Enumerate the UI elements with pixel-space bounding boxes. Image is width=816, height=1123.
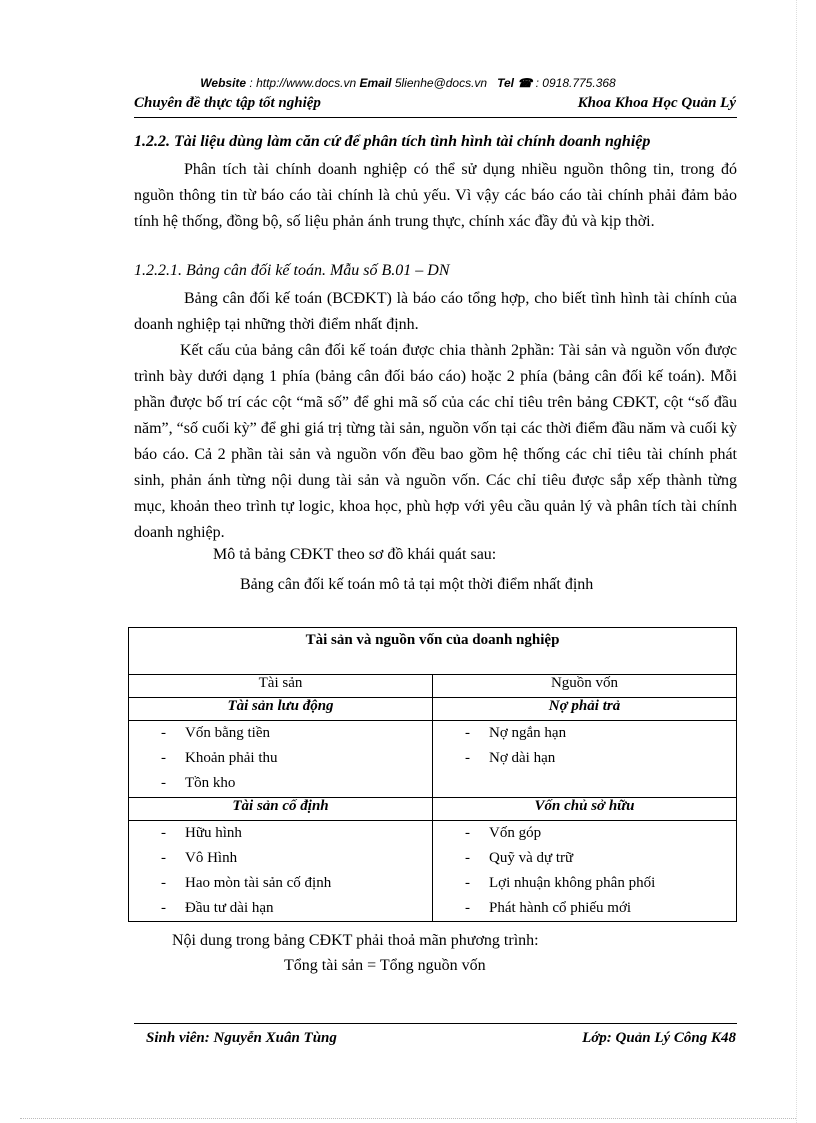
paragraph-2: Bảng cân đối kế toán (BCĐKT) là báo cáo tổng hợp, cho biết tình hình tài chính của doanh nghiệp tại những thời điểm nhất định. bbox=[134, 290, 737, 333]
diagram-caption: Bảng cân đối kế toán mô tả tại một thời điểm nhất định bbox=[240, 576, 594, 593]
group-current-assets: Tài sản lưu động bbox=[129, 698, 433, 721]
equity-cell bbox=[433, 821, 737, 922]
list-item: - Hữu hình bbox=[161, 821, 424, 846]
list-item: - Vô Hình bbox=[161, 846, 424, 871]
list-item: - Phát hành cổ phiếu mới bbox=[465, 896, 728, 921]
email-label: Email bbox=[359, 76, 392, 90]
email-value[interactable]: 5lienhe@docs.vn bbox=[394, 76, 488, 90]
header-left-title: Chuyên đề thực tập tốt nghiệp bbox=[134, 95, 321, 111]
list-item: - Đầu tư dài hạn bbox=[161, 896, 424, 921]
current-assets-list bbox=[161, 721, 424, 796]
balance-sheet-table bbox=[128, 627, 737, 922]
tel-label: Tel ☎ bbox=[497, 76, 533, 90]
footer-class: Lớp: Quản Lý Công K48 bbox=[582, 1030, 736, 1046]
list-item: - Quỹ và dự trữ bbox=[465, 846, 728, 871]
equation: Tổng tài sản = Tổng nguồn vốn bbox=[284, 957, 486, 974]
diagram-intro: Mô tả bảng CĐKT theo sơ đồ khái quát sau: bbox=[213, 546, 497, 563]
page-edge-bottom bbox=[20, 1118, 796, 1119]
column-header-capital: Nguồn vốn bbox=[433, 675, 737, 698]
paragraph-3: Kết cấu của bảng cân đối kế toán được chia thành 2phần: Tài sản và nguồn vốn được trình bày dưới dạng 1 phía (bảng cân đối báo cáo) hoặc 2 phía (bảng cân đối kế toán). Mỗi phần được bố trí các cột “mã số” để ghi mã số của các chỉ tiêu trên bảng CĐKT, cột “số đầu năm”, “số cuối kỳ” để ghi giá trị từng tài sản, nguồn vốn tại các thời điểm đầu năm và cuối kỳ báo cáo. Cả 2 phần tài sản và nguồn vốn đều bao gồm hệ thống các chỉ tiêu tài chính phát sinh, phản ánh từng nội dung tài sản và nguồn vốn. Các chỉ tiêu được sắp xếp thành từng mục, khoản theo trình tự logic, khoa học, phù hợp với yêu cầu quản lý và phân tích tài chính doanh nghiệp. bbox=[134, 342, 737, 541]
list-item: - Nợ dài hạn bbox=[465, 746, 728, 771]
website-url[interactable]: : http://www.docs.vn bbox=[249, 76, 357, 90]
liabilities-list bbox=[465, 721, 728, 771]
column-header-assets: Tài sản bbox=[129, 675, 433, 698]
website-line bbox=[0, 76, 816, 90]
table-title: Tài sản và nguồn vốn của doanh nghiệp bbox=[129, 628, 737, 675]
website-label: Website bbox=[200, 76, 247, 90]
liabilities-cell bbox=[433, 721, 737, 798]
list-item: - Tồn kho bbox=[161, 771, 424, 796]
list-item: - Vốn góp bbox=[465, 821, 728, 846]
current-assets-cell bbox=[129, 721, 433, 798]
group-liabilities: Nợ phải trả bbox=[433, 698, 737, 721]
tel-value: : 0918.775.368 bbox=[535, 76, 616, 90]
header-right-title: Khoa Khoa Học Quản Lý bbox=[577, 95, 736, 111]
header-rule bbox=[134, 117, 737, 118]
fixed-assets-cell bbox=[129, 821, 433, 922]
list-item: - Hao mòn tài sản cố định bbox=[161, 871, 424, 896]
paragraph-1: Phân tích tài chính doanh nghiệp có thể sử dụng nhiều nguồn thông tin, trong đó nguồn thông tin từ báo cáo tài chính là chủ yếu. Vì vậy các báo cáo tài chính phải đảm bảo tính hệ thống, đồng bộ, số liệu phản ánh trung thực, chính xác đầy đủ và kịp thời. bbox=[134, 161, 737, 230]
page-edge-right bbox=[796, 0, 797, 1123]
list-item: - Khoản phải thu bbox=[161, 746, 424, 771]
group-equity: Vốn chủ sở hữu bbox=[433, 798, 737, 821]
group-fixed-assets: Tài sản cố định bbox=[129, 798, 433, 821]
after-table-text: Nội dung trong bảng CĐKT phải thoả mãn phương trình: bbox=[172, 932, 539, 949]
footer-rule bbox=[134, 1023, 737, 1024]
subsection-heading: 1.2.2.1. Bảng cân đối kế toán. Mẫu số B.01 – DN bbox=[134, 262, 450, 279]
list-item: - Nợ ngắn hạn bbox=[465, 721, 728, 746]
footer-student: Sinh viên: Nguyễn Xuân Tùng bbox=[146, 1030, 337, 1046]
list-item: - Vốn bằng tiền bbox=[161, 721, 424, 746]
fixed-assets-list bbox=[161, 821, 424, 921]
list-item: - Lợi nhuận không phân phối bbox=[465, 871, 728, 896]
equity-list bbox=[465, 821, 728, 921]
section-heading: 1.2.2. Tài liệu dùng làm căn cứ để phân tích tình hình tài chính doanh nghiệp bbox=[134, 133, 651, 150]
